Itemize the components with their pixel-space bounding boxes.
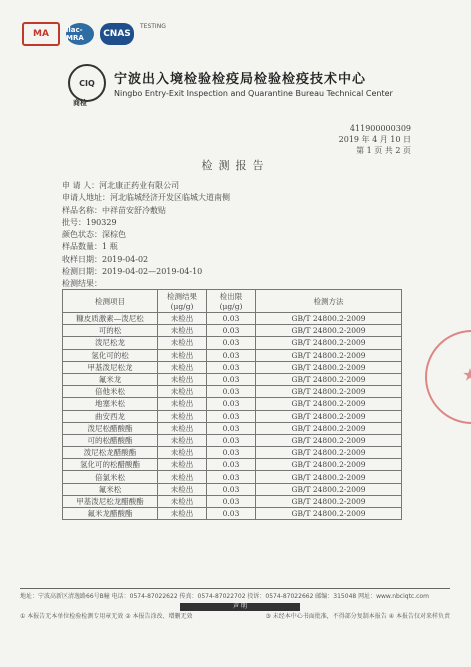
field-row: 申 请 人：河北康正药业有限公司 xyxy=(62,181,180,190)
table-cell: GB/T 24800.2-2009 xyxy=(256,459,402,471)
table-cell: 0.03 xyxy=(207,434,256,446)
declaration-heading: 声 明 xyxy=(180,603,300,611)
table-cell: 未检出 xyxy=(158,434,207,446)
table-cell: GB/T 24800.2-2009 xyxy=(256,337,402,349)
table-row xyxy=(63,398,402,410)
report-date: 2019 年 4 月 10 日 xyxy=(338,135,411,144)
sample-info xyxy=(62,180,230,291)
field-row: 颜色状态：深棕色 xyxy=(62,230,126,240)
table-cell: 0.03 xyxy=(207,325,256,337)
table-cell: 未检出 xyxy=(158,483,207,495)
table-cell: 未检出 xyxy=(158,495,207,507)
table-cell: GB/T 24800.2-2009 xyxy=(256,410,402,422)
declaration-notes xyxy=(20,613,450,620)
table-cell: 0.03 xyxy=(207,471,256,483)
table-row xyxy=(63,325,402,337)
table-cell: 氟米龙醋酸酯 xyxy=(63,508,158,520)
institution-name-en: Ningbo Entry-Exit Inspection and Quarantine Bureau Technical Center xyxy=(114,89,393,98)
table-cell: GB/T 24800.2-2009 xyxy=(256,373,402,385)
table-header-row xyxy=(63,290,402,313)
column-header: 检测方法 xyxy=(256,290,402,313)
table-cell: GB/T 24800.2-2009 xyxy=(256,434,402,446)
table-cell: 未检出 xyxy=(158,361,207,373)
cma-logo: MA xyxy=(22,22,60,46)
document-title: 检测报告 xyxy=(201,159,270,172)
table-cell: 泼尼松醋酸酯 xyxy=(63,422,158,434)
table-row xyxy=(63,349,402,361)
table-cell: 可的松 xyxy=(63,325,158,337)
table-cell: GB/T 24800.2-2009 xyxy=(256,398,402,410)
table-row xyxy=(63,373,402,385)
table-cell: GB/T 24800.2-2009 xyxy=(256,483,402,495)
table-cell: GB/T 24800.2-2009 xyxy=(256,422,402,434)
table-cell: 地塞米松 xyxy=(63,398,158,410)
field-row: 样品数量：1 瓶 xyxy=(62,242,118,252)
table-row xyxy=(63,495,402,507)
table-row xyxy=(63,361,402,373)
table-cell: 0.03 xyxy=(207,398,256,410)
table-cell: 泼尼松龙 xyxy=(63,337,158,349)
table-cell: 0.03 xyxy=(207,386,256,398)
table-cell: 未检出 xyxy=(158,386,207,398)
registration-logo: TESTING xyxy=(140,23,166,30)
table-row xyxy=(63,386,402,398)
note-right: ③ 未经本中心书面批准，不得部分复制本报告 ④ 本报告仅对来样负责 xyxy=(265,613,450,620)
page-indicator: 第 1 页 共 2 页 xyxy=(356,146,411,155)
institution-name-cn: 宁波出入境检验检疫局检验检疫技术中心 xyxy=(114,72,367,87)
table-cell: 0.03 xyxy=(207,447,256,459)
table-cell: 倍氯米松 xyxy=(63,471,158,483)
results-table xyxy=(62,289,402,520)
table-cell: GB/T 24800.2-2009 xyxy=(256,471,402,483)
cnas-logo: CNAS xyxy=(100,23,134,45)
table-cell: GB/T 24800.2-2009 xyxy=(256,495,402,507)
column-header: 检出限 (μg/g) xyxy=(207,290,256,313)
table-cell: 未检出 xyxy=(158,349,207,361)
table-cell: 0.03 xyxy=(207,495,256,507)
table-row xyxy=(63,508,402,520)
institution-header xyxy=(68,64,393,102)
field-row: 批号：190329 xyxy=(62,217,117,227)
table-cell: 曲安西龙 xyxy=(63,410,158,422)
table-cell: 未检出 xyxy=(158,422,207,434)
table-cell: 泼尼松龙醋酸酯 xyxy=(63,447,158,459)
footer xyxy=(20,588,450,620)
table-cell: 0.03 xyxy=(207,508,256,520)
footer-contact: 地址：宁波高新区清逸路66号B幢 电话：0574-87022622 传真：0574-87022702 投诉：0574-87022662 邮编：315048 网址：www.nbciqtc.com xyxy=(20,588,450,600)
table-cell: GB/T 24800.2-2009 xyxy=(256,447,402,459)
table-cell: 未检出 xyxy=(158,410,207,422)
red-seal-stamp xyxy=(425,330,471,424)
table-cell: 甲基泼尼松龙 xyxy=(63,361,158,373)
table-row xyxy=(63,410,402,422)
table-row xyxy=(63,422,402,434)
field-row: 收样日期：2019-04-02 xyxy=(62,254,149,264)
table-cell: 未检出 xyxy=(158,471,207,483)
field-row: 样品名称：中祥苗安舒冷敷贴 xyxy=(62,205,166,215)
table-cell: 氢化可的松 xyxy=(63,349,158,361)
table-row xyxy=(63,337,402,349)
table-cell: 氟米松 xyxy=(63,483,158,495)
table-cell: 未检出 xyxy=(158,325,207,337)
table-cell: 0.03 xyxy=(207,483,256,495)
table-cell: 氢化可的松醋酸酯 xyxy=(63,459,158,471)
table-cell: 0.03 xyxy=(207,410,256,422)
table-cell: GB/T 24800.2-2009 xyxy=(256,313,402,325)
table-cell: 0.03 xyxy=(207,459,256,471)
table-cell: 未检出 xyxy=(158,459,207,471)
table-row xyxy=(63,447,402,459)
table-body xyxy=(63,313,402,520)
table-cell: 糠皮质激素—泼尼松 xyxy=(63,313,158,325)
table-cell: 氟米龙 xyxy=(63,373,158,385)
table-cell: 0.03 xyxy=(207,313,256,325)
ilac-logo: ilac-MRA xyxy=(66,23,94,45)
table-cell: 0.03 xyxy=(207,422,256,434)
ciq-label: 商检 xyxy=(73,99,87,107)
ciq-emblem-icon: CIQ xyxy=(68,64,106,102)
table-cell: 未检出 xyxy=(158,337,207,349)
table-cell: 倍他米松 xyxy=(63,386,158,398)
column-header: 检测结果 (μg/g) xyxy=(158,290,207,313)
table-row xyxy=(63,471,402,483)
table-cell: 未检出 xyxy=(158,373,207,385)
table-cell: GB/T 24800.2-2009 xyxy=(256,361,402,373)
table-row xyxy=(63,459,402,471)
report-number: 411900000309 xyxy=(349,124,411,133)
field-row: 申请人地址：河北临城经济开发区临城大道南侧 xyxy=(62,193,230,203)
table-cell: 未检出 xyxy=(158,313,207,325)
table-cell: 未检出 xyxy=(158,447,207,459)
note-left: ① 本报告无本单位检验检测专用章无效 ② 本报告涂改、增删无效 xyxy=(20,613,193,620)
table-row xyxy=(63,313,402,325)
table-cell: 0.03 xyxy=(207,373,256,385)
report-meta xyxy=(339,123,411,156)
table-cell: GB/T 24800.2-2009 xyxy=(256,386,402,398)
table-cell: 甲基泼尼松龙醋酸酯 xyxy=(63,495,158,507)
table-cell: GB/T 24800.2-2009 xyxy=(256,508,402,520)
table-cell: GB/T 24800.2-2009 xyxy=(256,349,402,361)
table-cell: 0.03 xyxy=(207,337,256,349)
table-cell: 0.03 xyxy=(207,349,256,361)
column-header: 检测项目 xyxy=(63,290,158,313)
field-row: 检测日期：2019-04-02—2019-04-10 xyxy=(62,267,203,277)
table-cell: 可的松醋酸酯 xyxy=(63,434,158,446)
table-cell: 0.03 xyxy=(207,361,256,373)
table-cell: GB/T 24800.2-2009 xyxy=(256,325,402,337)
table-cell: 未检出 xyxy=(158,508,207,520)
table-row xyxy=(63,434,402,446)
table-cell: 未检出 xyxy=(158,398,207,410)
accreditation-logos xyxy=(22,22,166,46)
field-row: 检测结果： xyxy=(62,279,102,289)
table-row xyxy=(63,483,402,495)
